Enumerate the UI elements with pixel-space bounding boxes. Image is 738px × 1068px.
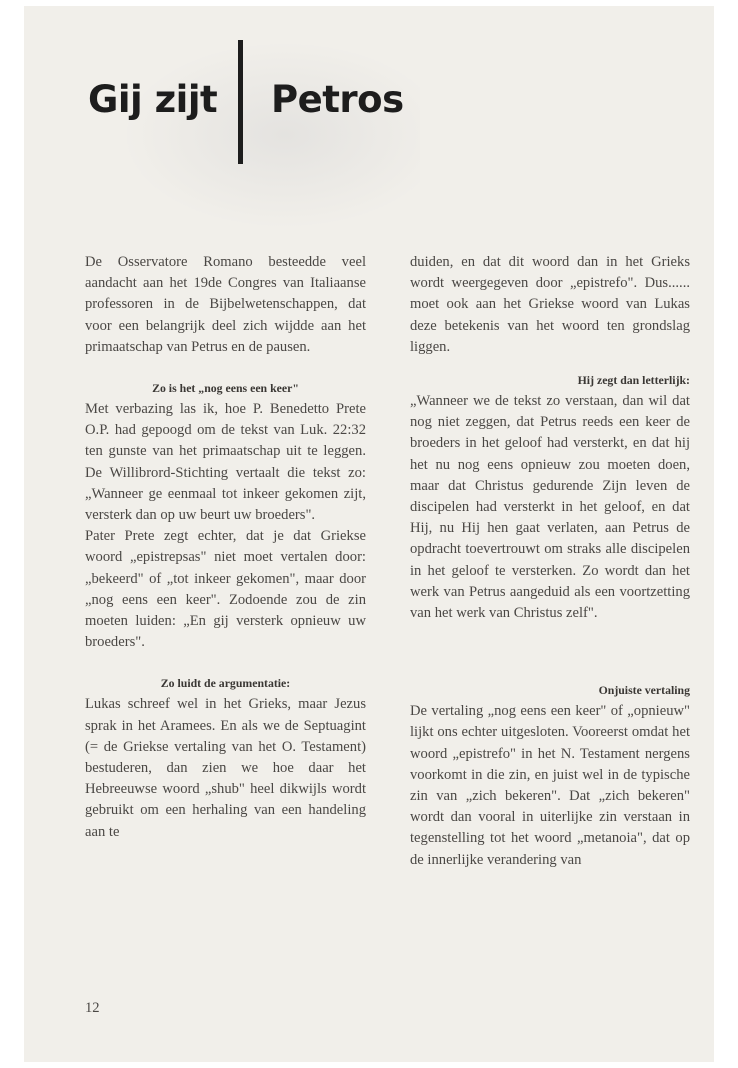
intro-paragraph: De Osservatore Romano besteedde veel aandacht aan het 19de Congres van Italiaanse professoren in de Bijbelwetenschappen, dat voor een belangrijk deel zich wijdde aan het primaatschap van Petrus en de pausen. <box>85 254 366 355</box>
subheading-argumentatie: Zo luidt de argumentatie: <box>160 676 291 691</box>
right-column <box>410 252 690 871</box>
bleed-through-shadow <box>120 40 420 230</box>
quote-paragraph: „Wanneer we de tekst zo verstaan, dan wil dat nog niet zeggen, dat Petrus reeds een keer de broeders in het geloof had versterkt, en dat hij het nu nog eens opnieuw zou moeten doen, maar dat Christus gedurende Zijn leven de discipelen had versterkt in het geloof, en dat Hij, nu Hij hen gaat verlaten, aan Petrus de opdracht toevertrouwt om straks alle discipelen in het geloof te versterken. Zo wordt dan het werk van Petrus aangeduid als een voortzetting van het werk van Christus zelf". <box>410 393 690 622</box>
paragraph: Pater Prete zegt echter, dat je dat Griekse woord „epistrepsas" niet moet vertalen door: „bekeerd" of „tot inkeer gekomen", maar door „nog eens een keer". Zodoende zou de zin moeten luiden: „En gij versterk opnieuw uw broeders". <box>85 528 366 651</box>
subheading-nog-eens: Zo is het „nog eens een keer" <box>152 381 299 396</box>
left-column <box>85 252 366 843</box>
subheading-onjuiste-vertaling: Onjuiste vertaling <box>598 683 690 698</box>
subheading-letterlijk: Hij zegt dan letterlijk: <box>577 373 690 388</box>
paragraph: duiden, en dat dit woord dan in het Grieks wordt weergegeven door „epistrefo". Dus...... moet ook aan het Griekse woord van Lukas deze betekenis van het woord ten grondslag liggen. <box>410 254 690 355</box>
paragraph: Lukas schreef wel in het Grieks, maar Jezus sprak in het Aramees. En als we de Septuagint (= de Griekse vertaling van het O. Testament) bestuderen, dan zien we hoe daar het Hebreeuwse woord „shub" heel dikwijls wordt gebruikt om een herhaling van een handeling aan te <box>85 696 366 840</box>
title-divider-bar <box>238 40 243 164</box>
title-left: Gij zijt <box>88 78 218 121</box>
page-number: 12 <box>85 1000 100 1016</box>
paragraph: De vertaling „nog eens een keer" of „opnieuw" lijkt ons echter uitgesloten. Vooreerst omdat het woord „epistrefo" in het N. Testament nergens voorkomt in die zin, en juist wel in de typische zin van „zich bekeren". Dat „zich bekeren" wordt dan vooral in uiterlijke zin verstaan in tegenstelling tot het woord „metanoia", dat op de innerlijke verandering van <box>410 703 690 868</box>
title-right: Petros <box>271 78 404 121</box>
paragraph: Met verbazing las ik, hoe P. Benedetto Prete O.P. had gepoogd om de tekst van Luk. 22:32 ten gunste van het primaatschap uit te leggen. De Willibrord-Stichting vertaalt die tekst zo: „Wanneer ge eenmaal tot inkeer gekomen zijt, versterk dan op uw beurt uw broeders". <box>85 401 366 524</box>
